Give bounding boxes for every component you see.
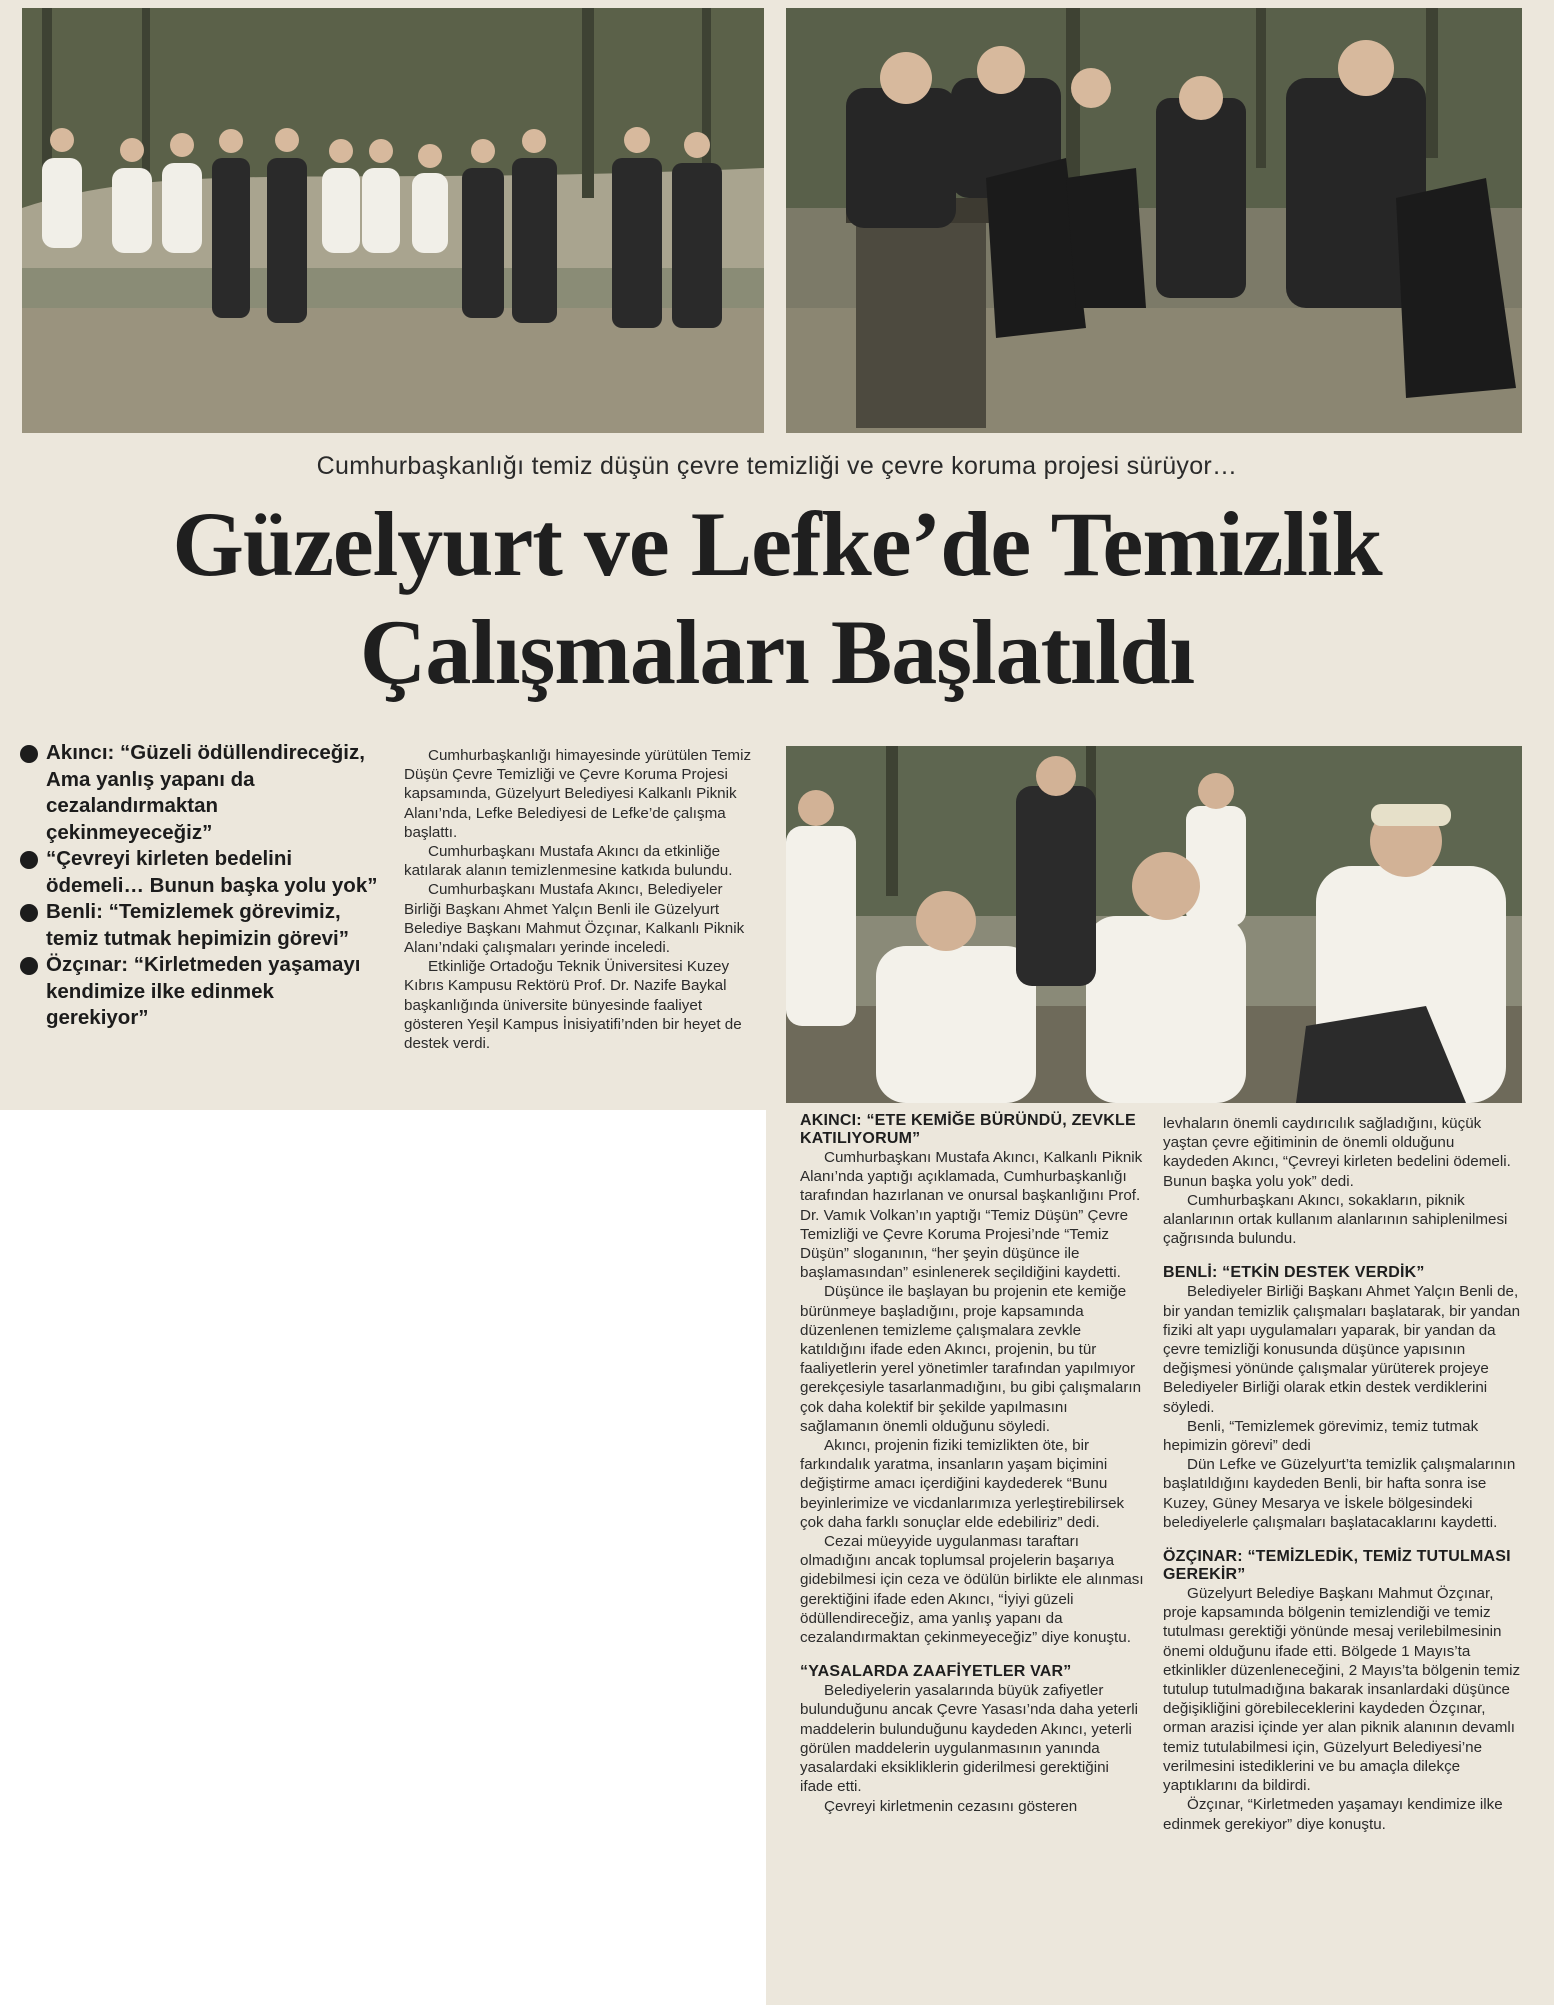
headline-line-1: Güzelyurt ve Lefke’de Temizlik: [172, 493, 1382, 595]
highlight-item: “Çevreyi kirleten bedelini ödemeli… Bunun başka yolu yok”: [20, 846, 382, 899]
bullet-icon: [20, 904, 38, 922]
body-paragraph: Özçınar, “Kirletmeden yaşamayı kendimize ilke edinmek gerekiyor” diye konuştu.: [1163, 1796, 1503, 1833]
bullet-icon: [20, 957, 38, 975]
bullet-icon: [20, 745, 38, 763]
body-paragraph: Cumhurbaşkanı Akıncı, sokakların, piknik alanlarının ortak kullanım alanlarının sahiplenilmesi çağrısında bulundu.: [1163, 1191, 1508, 1248]
subheading-benli: BENLİ: “ETKİN DESTEK VERDİK”: [1163, 1264, 1425, 1282]
body-paragraph: Düşünce ile başlayan bu projenin ete kemiğe bürünmeye başladığını, proje kapsamında düzenlenen temizleme çalışmalara zevkle katıldığını ifade eden Akıncı, projenin, bu tür faaliyetlerin yerel yönetimler tarafından yapılmıyor gerekçesiyle tasarlanmadığını, bu gibi çalışmaların çok daha kolektif bir şekilde yapılmasını sağlamanın önemli olduğunu söyledi.: [800, 1283, 1142, 1435]
intro-paragraph: Etkinliğe Ortadoğu Teknik Üniversitesi Kuzey Kıbrıs Kampusu Rektörü Prof. Dr. Nazife Baykal başkanlığında üniversite bünyesinde faaliyet gösteren Yeşil Kampus İnisiyatifi’nden bir heyet de destek verdi.: [404, 958, 742, 1053]
body-paragraph: Cumhurbaşkanı Mustafa Akıncı, Kalkanlı Piknik Alanı’nda yaptığı açıklamada, Cumhurbaşkanlığı tarafından hazırlanan ve onursal başkanlığını Prof. Dr. Vamık Volkan’ın yaptığı “Temiz Düşün” Çevre Temizliği ve Çevre Koruma Projesi’nde “Temiz Düşün” sloganının, “her şeyin düşünce ile başlamasından” esinlenerek seçildiğini kaydetti.: [800, 1149, 1143, 1282]
bullet-icon: [20, 851, 38, 869]
photo-volunteers: [786, 746, 1522, 1103]
article-column-left: [800, 1108, 1145, 1816]
body-paragraph: Benli, “Temizlemek görevimiz, temiz tutmak hepimizin görevi” dedi: [1163, 1417, 1479, 1455]
body-paragraph: Çevreyi kirletmenin cezasını gösteren: [824, 1797, 1078, 1815]
body-paragraph: Dün Lefke ve Güzelyurt’ta temizlik çalışmalarının başlatıldığını kaydeden Benli, bir hafta sonra ise Kuzey, Güney Mesarya ve İskele bölgesindeki belediyelerle çalışmaları başlatacaklarını kaydetti.: [1163, 1456, 1516, 1531]
headline-line-2: Çalışmaları Başlatıldı: [359, 601, 1195, 703]
body-paragraph: levhaların önemli caydırıcılık sağladığını, küçük yaştan çevre eğitiminin de önemli olduğunu kaydeden Akıncı, “Çevreyi kirleten bedelini ödemeli. Bunun başka yolu yok” dedi.: [1163, 1115, 1511, 1190]
intro-paragraph: Cumhurbaşkanı Mustafa Akıncı da etkinliğe katılarak alanın temizlenmesine katkıda bulundu.: [404, 843, 733, 880]
subheading-akinci: AKINCI: “ETE KEMİĞE BÜRÜNDÜ, ZEVKLE KATILIYORUM”: [800, 1112, 1136, 1147]
body-paragraph: Güzelyurt Belediye Başkanı Mahmut Özçınar, proje kapsamında bölgenin temizlendiği ve temiz tutulması gerektiği yönünde mesaj verilebilmesinin önemi olduğunu ifade etti. Bölgede 1 Mayıs’ta etkinlikler düzenleneceğini, 2 Mayıs’ta bölgenin temiz tutulup tutulmadığına bakarak insanlardaki düşünce değişikliğini görebileceklerini kaydeden Özçınar, orman arazisi içinde yer alan piknik alanının devamlı temiz tutulabilmesi için, Güzelyurt Belediyesi’ne verilmesini istediklerini ve bu amaçla dilekçe yaptıklarını da bildirdi.: [1163, 1585, 1521, 1795]
body-paragraph: Belediyelerin yasalarında büyük zafiyetler bulunduğunu ancak Çevre Yasası’nda daha yeterli maddelerin bulunduğunu kaydeden Akıncı, yeterli görülen maddelerin uygulanmasının yanında yasalardaki eksikliklerin giderilmesi gerektiğini ifade etti.: [800, 1682, 1139, 1796]
subheading-yasalarda: “YASALARDA ZAAFİYETLER VAR”: [800, 1663, 1072, 1681]
article-column-right: [1163, 1114, 1523, 1834]
article-kicker: Cumhurbaşkanlığı temiz düşün çevre temizliği ve çevre koruma projesi sürüyor…: [316, 452, 1238, 480]
highlight-item: Akıncı: “Güzeli ödüllendireceğiz, Ama yanlış yapanı da cezalandırmaktan çekinmeyeceğiz”: [20, 740, 382, 846]
subheading-ozcinar: ÖZÇINAR: “TEMİZLEDİK, TEMİZ TUTULMASI GEREKİR”: [1163, 1548, 1511, 1584]
body-paragraph: Belediyeler Birliği Başkanı Ahmet Yalçın Benli de, bir yandan temizlik çalışmaları başlatarak, bir yandan fiziki alt yapı uygulamaları yaparak, bir yandan da çevre temizliği konusunda düşünce yapısının değişmesi yönünde çalışmalar yürüterek projeye Belediyeler Birliği olarak etkin destek verdiklerini söyledi.: [1163, 1283, 1521, 1416]
intro-paragraph: Cumhurbaşkanı Mustafa Akıncı, Belediyeler Birliği Başkanı Ahmet Yalçın Benli ile Güzelyurt Belediye Başkanı Mahmut Özçınar, Kalkanlı Piknik Alanı’ndaki çalışmaları yerinde inceledi.: [404, 881, 745, 957]
highlights-list: [20, 740, 382, 1032]
photo-group: [22, 8, 764, 433]
highlight-item: Benli: “Temizlemek görevimiz, temiz tutmak hepimizin görevi”: [20, 899, 382, 952]
highlight-item: Özçınar: “Kirletmeden yaşamayı kendimize ilke edinmek gerekiyor”: [20, 952, 382, 1032]
body-paragraph: Akıncı, projenin fiziki temizlikten öte, bir farkındalık yaratma, insanların yaşam biçimini değiştirme amacı içerdiğini kaydederek “Bunu beyinlerimize ve vicdanlarımıza yerleştirebilirsek çok daha farklı sonuçlar elde edebiliriz” dedi.: [800, 1437, 1125, 1531]
intro-paragraph: Cumhurbaşkanlığı himayesinde yürütülen Temiz Düşün Çevre Temizliği ve Çevre Koruma Projesi kapsamında, Güzelyurt Belediyesi Kalkanlı Piknik Alanı’nda, Lefke Belediyesi de Lefke’de çalışma başlattı.: [404, 747, 752, 841]
body-paragraph: Cezai müeyyide uygulanması taraftarı olmadığını ancak toplumsal projelerin başarıya gidebilmesi için ceza ve ödülün birlikte ele alınması gerektiğini ifade eden Akıncı, “İyiyi güzeli ödüllendireceğiz, ama yanlış yapanı da cezalandırmaktan çekinmeyeceğiz” diye konuştu.: [800, 1533, 1144, 1647]
photo-officials-cleaning: [786, 8, 1522, 433]
intro-column: [404, 746, 756, 1053]
